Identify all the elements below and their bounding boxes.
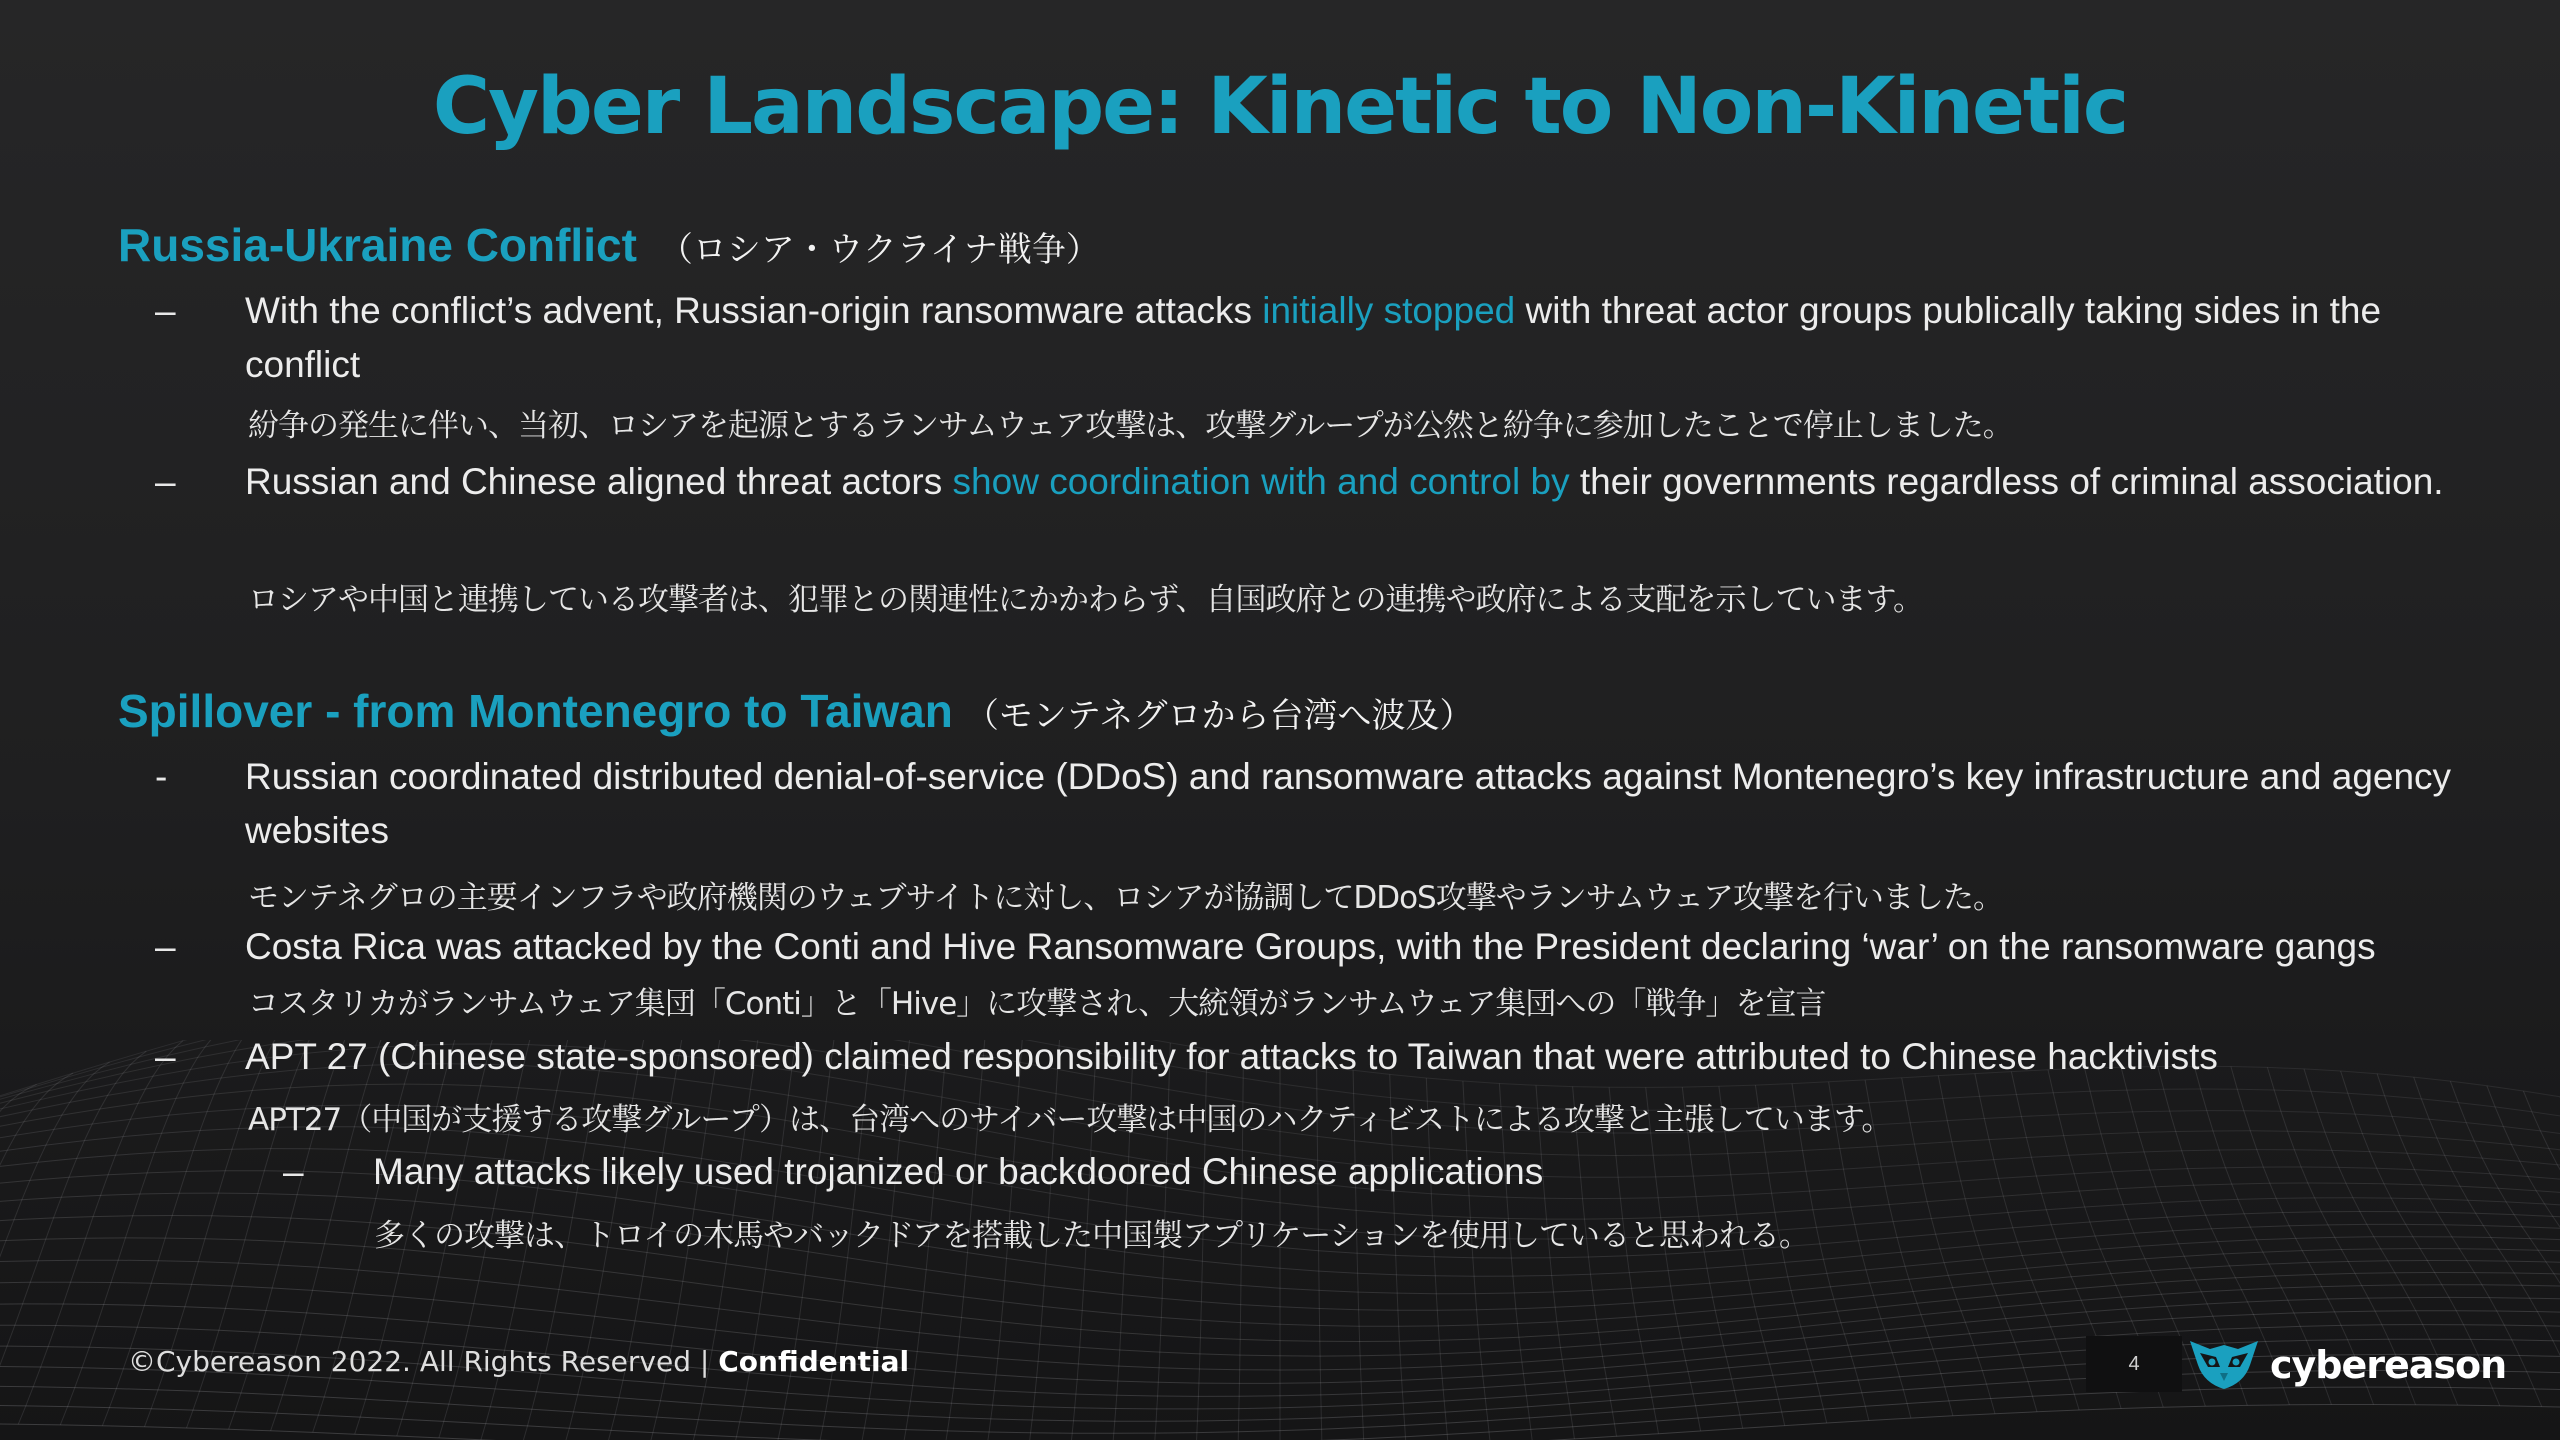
bullet-translation-ja: APT27（中国が支援する攻撃グループ）は、台湾へのサイバー攻撃は中国のハクティビストによる攻撃と主張しています。: [248, 1102, 1892, 1138]
bullet-marker: -: [155, 756, 168, 797]
bullet-text-after: their governments regardless of criminal association.: [1569, 461, 2444, 502]
bullet-marker: –: [155, 926, 176, 967]
bullet-text: Russian and Chinese aligned threat actors: [245, 461, 953, 502]
bullet-text: Russian coordinated distributed denial-of-service (DDoS) and ransomware attacks against Montenegro’s key infrastructure and agency websites: [245, 756, 2452, 851]
mesh-column-line: [1573, 1087, 1617, 1437]
bullet-costa-rica: [155, 920, 2505, 974]
section-heading-ja: （ロシア・ウクライナ戦争）: [658, 230, 1100, 270]
bullet-translation-ja: 多くの攻撃は、トロイの木馬やバックドアを搭載した中国製アプリケーションを使用していると思われる。: [374, 1218, 1810, 1254]
section-heading-ja: （モンテネグロから台湾へ波及）: [964, 696, 1474, 736]
footer-copyright: [128, 1345, 909, 1378]
cybereason-logo: [2186, 1330, 2506, 1400]
bullet-translation-ja: 紛争の発生に伴い、当初、ロシアを起源とするランサムウェア攻撃は、攻撃グループが公然と紛争に参加したことで停止しました。: [248, 408, 2013, 444]
bullet-text: Costa Rica was attacked by the Conti and Hive Ransomware Groups, with the President declaring ‘war’ on the ransomware gangs: [245, 926, 2376, 967]
bullet-translation-ja: モンテネグロの主要インフラや政府機関のウェブサイトに対し、ロシアが協調してDDoS攻撃やランサムウェア攻撃を行いました。: [248, 880, 2003, 916]
owl-logo-icon: [2186, 1335, 2262, 1396]
confidential-label: Confidential: [718, 1345, 910, 1378]
section-heading-russia-ukraine: [118, 218, 1100, 272]
section-heading-spillover: [118, 684, 1474, 738]
bullet-apt27: [155, 1030, 2505, 1084]
bullet-text: APT 27 (Chinese state-sponsored) claimed responsibility for attacks to Taiwan that were attributed to Chinese hacktivists: [245, 1036, 2218, 1077]
section-heading-text: Russia-Ukraine Conflict: [118, 219, 637, 271]
copyright-text: ©Cybereason 2022. All Rights Reserved |: [128, 1345, 719, 1378]
bullet-translation-ja: コスタリカがランサムウェア集団「Conti」と「Hive」に攻撃され、大統領がランサムウェア集団への「戦争」を宣言: [248, 986, 1826, 1022]
mesh-column-line: [0, 1073, 73, 1423]
slide-title: Cyber Landscape: Kinetic to Non-Kinetic: [432, 62, 2128, 152]
mesh-column-line: [2523, 1091, 2560, 1412]
bullet-text: With the conflict’s advent, Russian-origin ransomware attacks: [245, 290, 1263, 331]
sub-bullet-trojanized-apps: [283, 1145, 2473, 1199]
section-heading-text: Spillover - from Montenegro to Taiwan: [118, 685, 953, 737]
bullet-text: Many attacks likely used trojanized or backdoored Chinese applications: [373, 1151, 1544, 1192]
bullet-marker: –: [155, 1036, 176, 1077]
bullet-ransomware-stopped: [155, 284, 2505, 392]
bullet-marker: –: [283, 1151, 304, 1192]
logo-wordmark: cybereason: [2270, 1343, 2507, 1387]
bullet-translation-ja: ロシアや中国と連携している攻撃者は、犯罪との関連性にかかわらず、自国政府との連携や政府による支配を示しています。: [248, 582, 1924, 618]
bullet-montenegro-ddos: [155, 750, 2505, 858]
mesh-column-line: [1938, 1076, 2037, 1412]
bullet-highlight: initially stopped: [1262, 290, 1516, 331]
bullet-marker: –: [155, 290, 176, 331]
bullet-government-coordination: [155, 455, 2505, 509]
bullet-highlight: show coordination with and control by: [952, 461, 1570, 502]
page-number: 4: [2086, 1336, 2182, 1392]
bullet-text-after: with threat actor groups publically taking sides in the conflict: [245, 290, 2382, 385]
bullet-marker: –: [155, 461, 176, 502]
